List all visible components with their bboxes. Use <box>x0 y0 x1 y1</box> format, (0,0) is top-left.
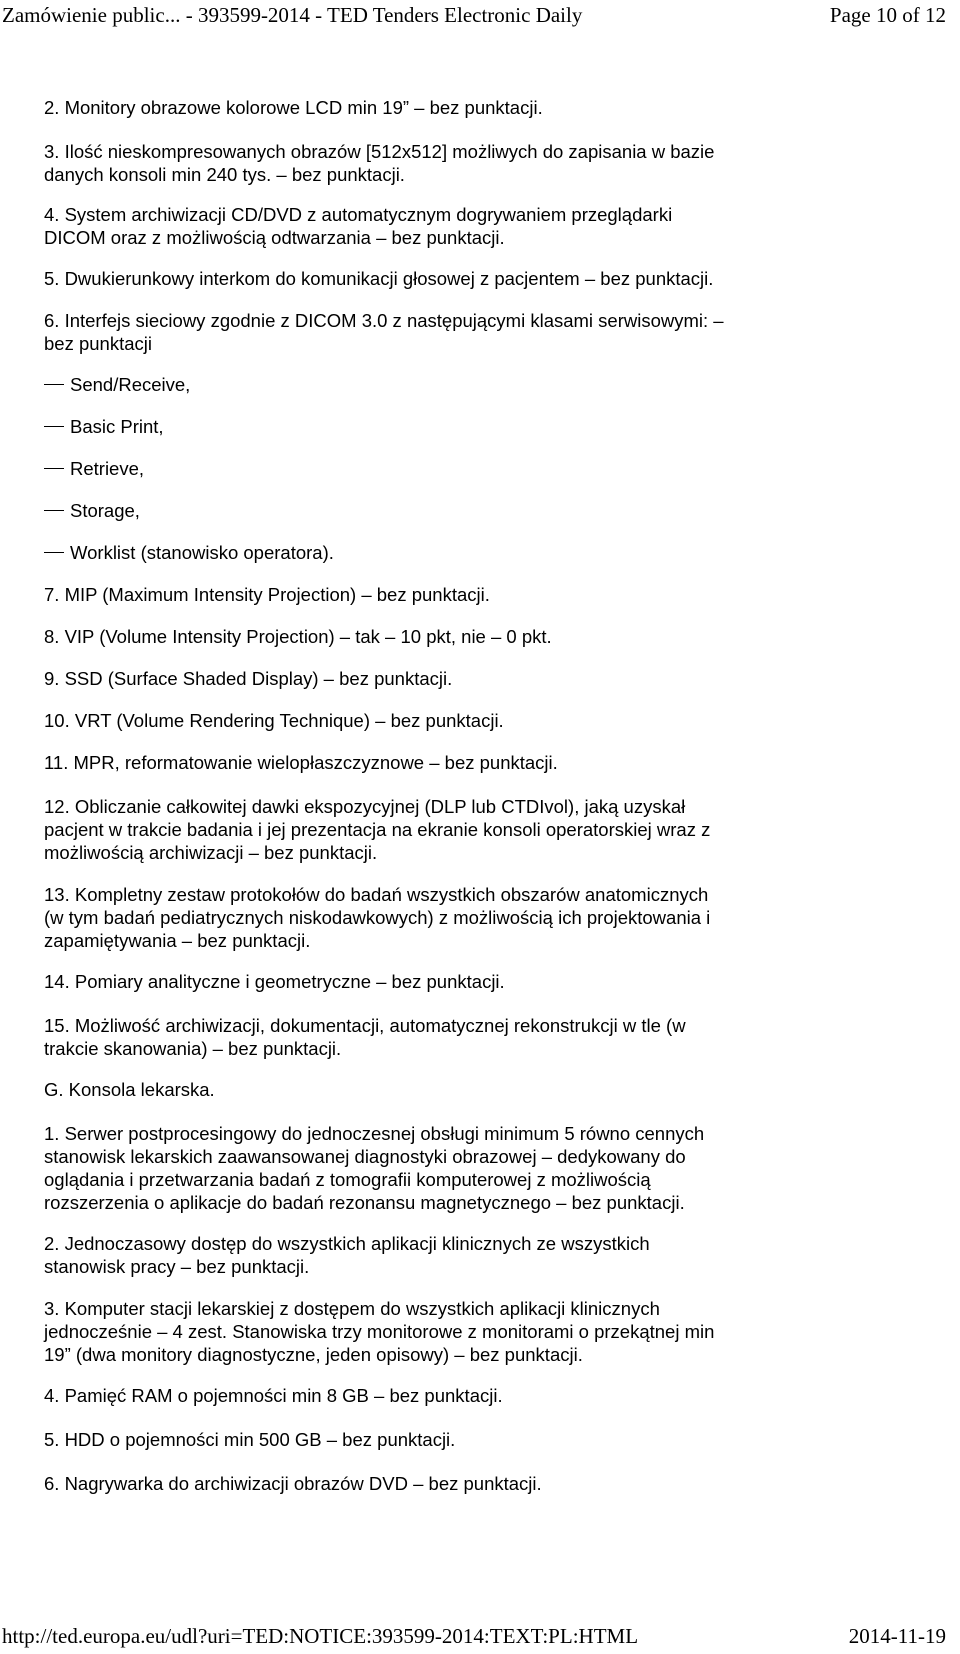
dash-item <box>44 457 144 480</box>
item-15: 15. Możliwość archiwizacji, dokumentacji, automatycznej rekonstrukcji w tle (w trakcie skanowania) – bez punktacji. <box>44 1015 686 1059</box>
dash-item-label: Storage, <box>70 500 140 521</box>
item-7: 7. MIP (Maximum Intensity Projection) – bez punktacji. <box>44 584 490 605</box>
dash-item <box>44 373 190 396</box>
item-9: 9. SSD (Surface Shaded Display) – bez punktacji. <box>44 668 453 689</box>
item-10: 10. VRT (Volume Rendering Technique) – bez punktacji. <box>44 710 504 731</box>
g-item-5: 5. HDD o pojemności min 500 GB – bez punktacji. <box>44 1429 456 1450</box>
page-footer <box>0 1622 960 1654</box>
g-item-6: 6. Nagrywarka do archiwizacji obrazów DVD – bez punktacji. <box>44 1473 542 1494</box>
g-item-1: 1. Serwer postprocesingowy do jednoczesnej obsługi minimum 5 równo cennych stanowisk lekarskich zaawansowanej diagnostyki obrazowej – dedykowany do oglądania i przetwarzania badań z tomografii komputerowej z możliwością rozszerzenia o aplikacje do badań rezonansu magnetycznego – bez punktacji. <box>44 1123 705 1213</box>
header-title: Zamówienie public... - 393599-2014 - TED Tenders Electronic Daily <box>2 3 583 27</box>
footer-date: 2014-11-19 <box>848 1624 946 1648</box>
g-item-2: 2. Jednoczasowy dostęp do wszystkich aplikacji klinicznych ze wszystkich stanowisk pracy – bez punktacji. <box>44 1233 650 1277</box>
dash-item-label: Basic Print, <box>70 416 164 437</box>
item-12: 12. Obliczanie całkowitej dawki ekspozycyjnej (DLP lub CTDIvol), jaką uzyskał pacjent w trakcie badania i jej prezentacja na ekranie konsoli operatorskiej wraz z możliwością archiwizacji – bez punktacji. <box>44 796 711 863</box>
dash-rule <box>44 510 64 511</box>
dash-rule <box>44 552 64 553</box>
item-5: 5. Dwukierunkowy interkom do komunikacji głosowej z pacjentem – bez punktacji. <box>44 268 714 289</box>
dash-item-label: Send/Receive, <box>70 374 191 395</box>
dash-item <box>44 415 164 438</box>
g-item-4: 4. Pamięć RAM o pojemności min 8 GB – bez punktacji. <box>44 1385 503 1406</box>
item-6: 6. Interfejs sieciowy zgodnie z DICOM 3.0 z następującymi klasami serwisowymi: – bez punktacji <box>44 310 724 354</box>
section-g-heading: G. Konsola lekarska. <box>44 1079 215 1100</box>
dash-item <box>44 499 140 522</box>
dash-item-label: Worklist (stanowisko operatora). <box>70 542 334 563</box>
g-item-3: 3. Komputer stacji lekarskiej z dostępem do wszystkich aplikacji klinicznych jednocześnie – 4 zest. Stanowiska trzy monitorowe z monitorami o przekątnej min 19” (dwa monitory diagnostyczne, jeden opisowy) – bez punktacji. <box>44 1298 715 1365</box>
item-13: 13. Kompletny zestaw protokołów do badań wszystkich obszarów anatomicznych (w tym badań pediatrycznych niskodawkowych) z możliwością ich projektowania i zapamiętywania – bez punktacji. <box>44 884 711 951</box>
item-11: 11. MPR, reformatowanie wielopłaszczyznowe – bez punktacji. <box>44 752 558 773</box>
page-header <box>0 0 960 30</box>
dash-item-label: Retrieve, <box>70 458 145 479</box>
dash-rule <box>44 426 64 427</box>
item-3: 3. Ilość nieskompresowanych obrazów [512x512] możliwych do zapisania w bazie danych konsoli min 240 tys. – bez punktacji. <box>44 141 715 185</box>
footer-url: http://ted.europa.eu/udl?uri=TED:NOTICE:393599-2014:TEXT:PL:HTML <box>2 1624 639 1648</box>
dash-item <box>44 541 334 564</box>
header-page-number: Page 10 of 12 <box>829 3 946 27</box>
dash-rule <box>44 384 64 385</box>
item-14: 14. Pomiary analityczne i geometryczne – bez punktacji. <box>44 971 505 992</box>
dash-rule <box>44 468 64 469</box>
item-8: 8. VIP (Volume Intensity Projection) – tak – 10 pkt, nie – 0 pkt. <box>44 626 552 647</box>
item-2: 2. Monitory obrazowe kolorowe LCD min 19” – bez punktacji. <box>44 97 543 118</box>
item-4: 4. System archiwizacji CD/DVD z automatycznym dogrywaniem przeglądarki DICOM oraz z możliwością odtwarzania – bez punktacji. <box>44 204 673 248</box>
